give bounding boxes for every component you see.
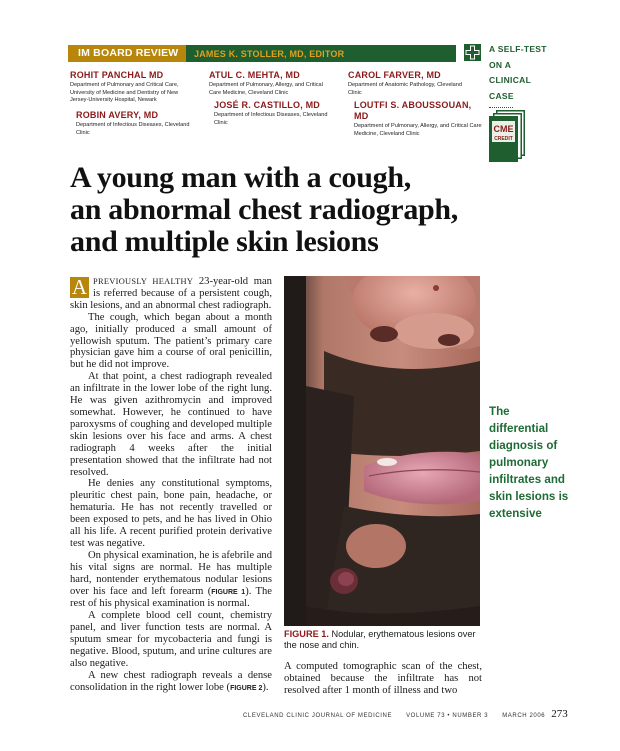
pull-quote: The differential diagnosis of pulmonary infiltrates and skin lesions is extensive <box>489 405 569 520</box>
article-title: A young man with a cough, an abnormal chest radiograph, and multiple skin lesions <box>70 161 458 258</box>
figure-reference: FIGURE 2 <box>230 684 263 692</box>
body-paragraph: At that point, a chest radiograph revealed an infiltrate in the lower lobe of the right lung. He was given azithromycin and improved somewhat. However, he continued to have paroxysms of coughing and developed multiple skin lesions over his face and arms. A chest radiograph 4 weeks after the initial presentation showed that the infiltrate had not resolved. <box>70 371 272 478</box>
author-block <box>76 110 191 137</box>
cme-badge-bottom: CREDIT <box>494 136 513 142</box>
drop-cap: A <box>71 275 88 299</box>
clinical-photo <box>284 276 480 626</box>
body-column-2 <box>284 661 482 697</box>
author-name: ATUL C. MEHTA, MD <box>209 70 300 80</box>
figure-caption: FIGURE 1. Nodular, erythematous lesions over the nose and chin. <box>284 629 476 650</box>
body-paragraph: A PREVIOUSLY HEALTHY 23-year-old man is referred because of a persistent cough, skin lesions, and an abnormal chest radiograph. <box>70 275 272 311</box>
figure-reference: FIGURE 1 <box>211 588 246 596</box>
cme-credit-badge <box>489 110 525 162</box>
author-affiliation: Department of Pulmonary and Critical Care, University of Medicine and Dentistry of New Jersey-University Hospital, Newark <box>70 82 179 103</box>
author-name: ROBIN AVERY, MD <box>76 110 159 120</box>
author-affiliation: Department of Anatomic Pathology, Cleveland Clinic <box>348 82 463 96</box>
dotted-rule <box>489 104 513 108</box>
page-number: 273 <box>551 708 568 720</box>
author-affiliation: Department of Pulmonary, Allergy, and Critical Care Medicine, Cleveland Clinic <box>209 82 323 96</box>
editor-credit: JAMES K. STOLLER, MD, EDITOR <box>194 48 345 59</box>
author-name: CAROL FARVER, MD <box>348 70 441 80</box>
body-paragraph: He denies any constitutional symptoms, pleuritic chest pain, bone pain, headache, or hematuria. He has not recently travelled or been exposed to pets, and he has lived in Ohio all his life. A recent purified protein derivative test was negative. <box>70 478 272 549</box>
author-affiliation: Department of Infectious Diseases, Cleveland Clinic <box>76 122 190 136</box>
body-paragraph: A complete blood cell count, chemistry panel, and liver function tests are normal. A sputum smear for mycobacteria and fungi is negative. Blood, sputum, and urine cultures are also negative. <box>70 610 272 669</box>
cme-badge-top: CME <box>493 124 514 134</box>
journal-name: CLEVELAND CLINIC JOURNAL OF MEDICINE <box>243 713 393 719</box>
page-footer <box>243 708 573 720</box>
author-block <box>214 100 329 127</box>
author-block <box>354 100 482 138</box>
body-paragraph: A computed tomographic scan of the chest, obtained because the infiltrate has not resolved after 1 month of illness and two <box>284 661 482 696</box>
issue-date: MARCH 2006 <box>502 713 546 719</box>
cross-icon <box>464 44 481 61</box>
lead-smallcaps: PREVIOUSLY HEALTHY <box>93 277 194 286</box>
author-affiliation: Department of Infectious Diseases, Cleveland Clinic <box>214 112 328 126</box>
self-test-label: A SELF-TEST ON A CLINICAL CASE <box>489 42 559 108</box>
body-paragraph: On physical examination, he is afebrile and his vital signs are normal. He has multiple hard, nontender erythematous nodular lesions over his face and left forearm (FIGURE 1). The rest of his physical examination is normal. <box>70 549 272 610</box>
author-affiliation: Department of Pulmonary, Allergy, and Critical Care Medicine, Cleveland Clinic <box>354 123 482 137</box>
author-block <box>348 70 468 97</box>
author-block <box>209 70 334 97</box>
section-header-bar <box>68 45 456 62</box>
body-column <box>70 276 272 695</box>
journal-volume: VOLUME 73 • NUMBER 3 <box>406 713 489 719</box>
author-name: LOUTFI S. ABOUSSOUAN, MD <box>354 100 472 121</box>
figure-label: FIGURE 1. <box>284 629 329 639</box>
body-paragraph: The cough, which began about a month ago, initially produced a small amount of yellowish sputum. The patient’s primary care physician gave him a course of oral penicillin, but he did not improve. <box>70 311 272 371</box>
body-paragraph: A new chest radiograph reveals a dense consolidation in the right lower lobe (FIGURE 2). <box>70 669 272 693</box>
section-tag: IM BOARD REVIEW <box>68 45 186 62</box>
author-name: JOSÉ R. CASTILLO, MD <box>214 100 321 110</box>
author-block <box>70 70 195 105</box>
author-name: ROHIT PANCHAL MD <box>70 70 164 80</box>
